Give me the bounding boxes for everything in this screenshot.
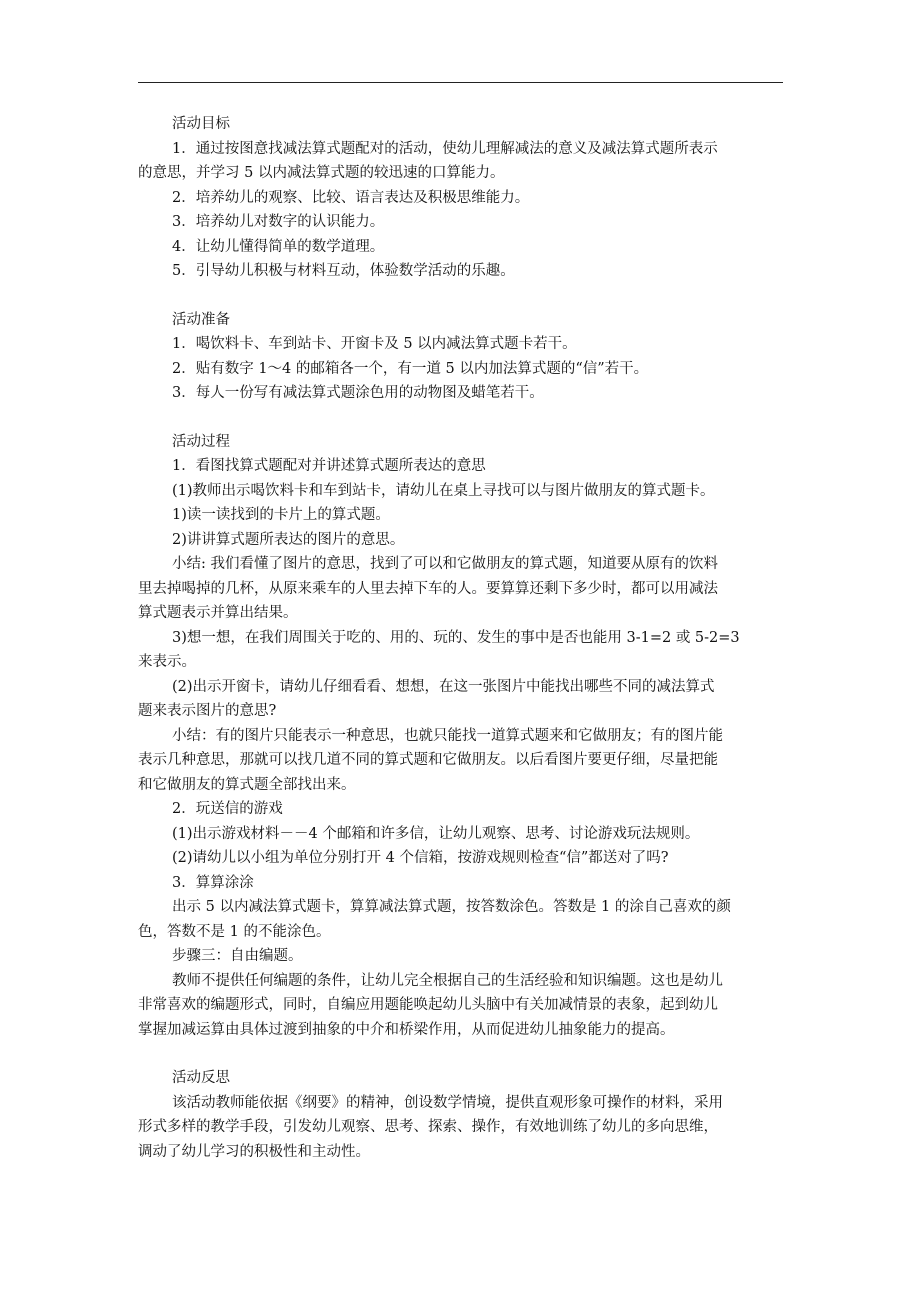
paragraph-line: 1．看图找算式题配对并讲述算式题所表达的意思 [172, 458, 486, 474]
paragraph-line: 4．让幼儿懂得简单的数学道理。 [172, 238, 385, 255]
paragraph-line: 色，答数不是 1 的不能涂色。 [138, 923, 331, 940]
section-heading: 活动反思 [172, 1070, 230, 1086]
paragraph-line: 3．算算涂涂 [172, 874, 254, 891]
paragraph-line: 该活动教师能依据《纲要》的精神，创设数学情境，提供直观形象可操作的材料，采用 [172, 1094, 723, 1111]
section-process [138, 430, 786, 1043]
paragraph-line: (2)出示开窗卡，请幼儿仔细看看、想想，在这一张图片中能找出哪些不同的减法算式 [172, 678, 715, 695]
section-goals [138, 112, 786, 284]
paragraph-line: 1．喝饮料卡、车到站卡、开窗卡及 5 以内减法算式题卡若干。 [172, 336, 577, 352]
section-heading: 活动目标 [172, 116, 230, 132]
paragraph-line: 形式多样的教学手段，引发幼儿观察、思考、探索、操作，有效地训练了幼儿的多向思维， [138, 1119, 718, 1135]
paragraph-line: 掌握加减运算由具体过渡到抽象的中介和桥梁作用，从而促进幼儿抽象能力的提高。 [138, 1021, 675, 1038]
paragraph-line: 3．每人一份写有减法算式题涂色用的动物图及蜡笔若干。 [172, 385, 544, 401]
section-preparation [138, 308, 786, 406]
paragraph-line: 5．引导幼儿积极与材料互动，体验数学活动的乐趣。 [172, 263, 515, 279]
paragraph-line: (2)请幼儿以小组为单位分别打开 4 个信箱，按游戏规则检查“信”都送对了吗? [172, 850, 669, 866]
paragraph-line: 非常喜欢的编题形式，同时，自编应用题能唤起幼儿头脑中有关加减情景的表象，起到幼儿 [138, 997, 718, 1013]
paragraph-line: 2．玩送信的游戏 [172, 801, 283, 817]
paragraph-line: (1)教师出示喝饮料卡和车到站卡，请幼儿在桌上寻找可以与图片做朋友的算式题卡。 [172, 482, 715, 499]
paragraph-line: 和它做朋友的算式题全部找出来。 [138, 776, 356, 793]
document-body [138, 112, 786, 1164]
paragraph-line: 小结：有的图片只能表示一种意思，也就只能找一道算式题来和它做朋友；有的图片能 [172, 727, 723, 744]
paragraph-line: 1．通过按图意找减法算式题配对的活动，使幼儿理解减法的意义及减法算式题所表示 [172, 140, 718, 157]
paragraph-line: 题来表示图片的意思? [138, 703, 277, 719]
paragraph-line: 2．培养幼儿的观察、比较、语言表达及积极思维能力。 [172, 189, 530, 206]
paragraph-line: 3)想一想，在我们周围关于吃的、用的、玩的、发生的事中是否也能用 3-1=2 或 5-2=3 [172, 629, 740, 646]
paragraph-line: 2)讲讲算式题所表达的图片的意思。 [172, 531, 405, 548]
paragraph-line: 出示 5 以内减法算式题卡，算算减法算式题，按答数涂色。答数是 1 的涂自己喜欢的颜 [172, 899, 731, 915]
paragraph-line: 表示几种意思，那就可以找几道不同的算式题和它做朋友。以后看图片要更仔细，尽量把能 [138, 752, 718, 768]
paragraph-line: 里去掉喝掉的几杯，从原来乘车的人里去掉下车的人。要算算还剩下多少时，都可以用减法 [138, 580, 718, 597]
section-reflection [138, 1066, 786, 1164]
paragraph-line: 2．贴有数字 1～4 的邮箱各一个，有一道 5 以内加法算式题的“信”若干。 [172, 360, 649, 377]
paragraph-line: 的意思，并学习 5 以内减法算式题的较迅速的口算能力。 [138, 165, 505, 181]
section-heading: 活动过程 [172, 433, 230, 450]
paragraph-line: (1)出示游戏材料－－4 个邮箱和许多信，让幼儿观察、思考、讨论游戏玩法规则。 [172, 825, 700, 842]
paragraph-line: 调动了幼儿学习的积极性和主动性。 [138, 1143, 370, 1160]
paragraph-line: 教师不提供任何编题的条件，让幼儿完全根据自己的生活经验和知识编题。这也是幼儿 [172, 972, 723, 989]
section-heading: 活动准备 [172, 311, 230, 328]
header-rule [138, 82, 783, 83]
paragraph-line: 1)读一读找到的卡片上的算式题。 [172, 507, 390, 523]
paragraph-line: 小结: 我们看懂了图片的意思，找到了可以和它做朋友的算式题，知道要从原有的饮料 [172, 556, 718, 572]
paragraph-line: 步骤三：自由编题。 [172, 948, 303, 964]
paragraph-line: 3．培养幼儿对数字的认识能力。 [172, 214, 385, 230]
paragraph-line: 算式题表示并算出结果。 [138, 605, 298, 621]
paragraph-line: 来表示。 [138, 654, 196, 670]
